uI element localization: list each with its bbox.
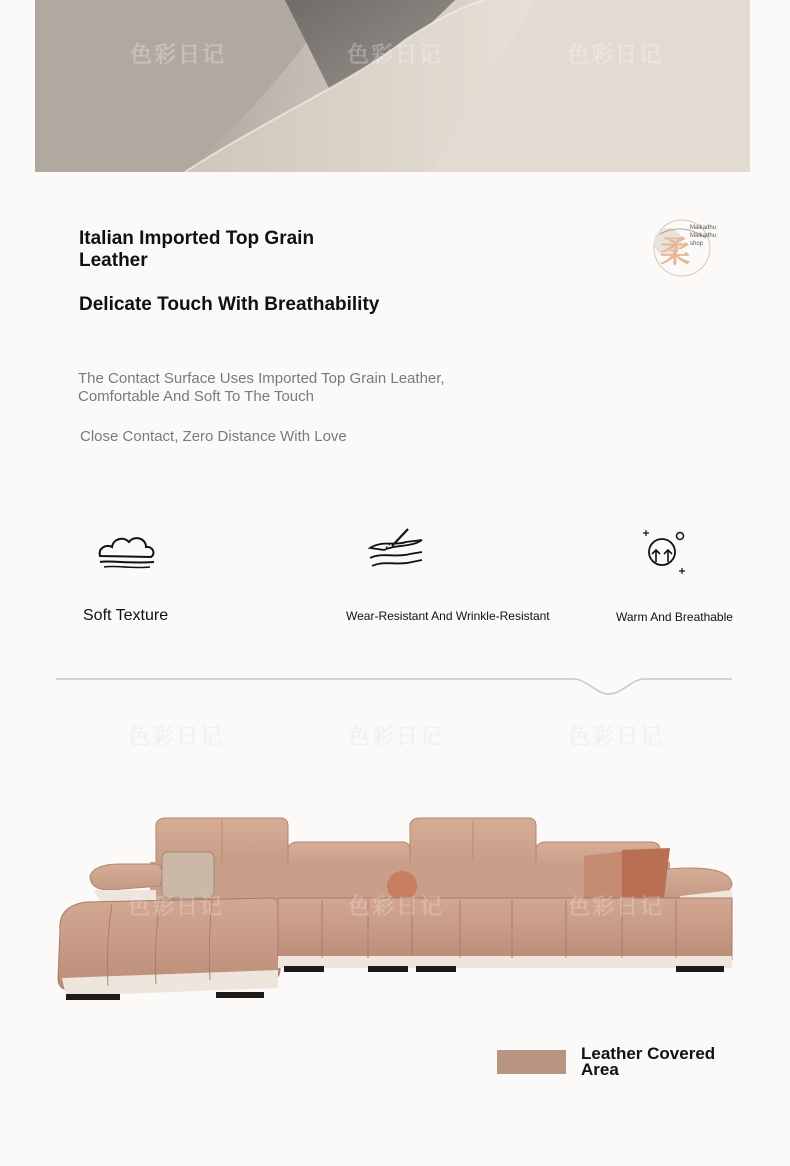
section-divider: [56, 668, 732, 698]
seal-glyph: 柔: [660, 235, 690, 270]
photo-watermark: 色彩日记: [347, 43, 444, 68]
photo-watermark: 色彩日记: [130, 43, 227, 68]
sofa-watermark: 色彩日记: [128, 895, 225, 920]
cloud-icon: [96, 532, 158, 575]
leather-fold-illustration: [35, 0, 750, 172]
heading-subtitle: Delicate Touch With Breathability: [79, 294, 380, 315]
sofa-watermark: 色彩日记: [348, 895, 445, 920]
description-tagline: Close Contact, Zero Distance With Love: [80, 428, 347, 445]
background-watermark: [348, 720, 444, 751]
feature-label-wear-resistant: Wear-Resistant And Wrinkle-Resistant: [346, 609, 550, 623]
breathable-icon: [640, 528, 690, 581]
layers-needle-icon: [366, 526, 426, 577]
sofa-watermark: 色彩日记: [568, 895, 665, 920]
leather-legend-label: Leather Covered Area: [581, 1044, 716, 1079]
brand-seal: [646, 212, 718, 284]
leather-legend-swatch: [497, 1050, 566, 1074]
feature-label-soft-texture: Soft Texture: [83, 607, 169, 624]
photo-watermark: 色彩日记: [567, 43, 664, 68]
background-watermark: [128, 720, 224, 751]
background-watermark: [568, 720, 664, 751]
description-paragraph: The Contact Surface Uses Imported Top Grain Leather, Comfortable And Soft To The Touch: [78, 370, 445, 405]
leather-photo: [35, 0, 750, 172]
seal-text: Maikadhu Maikadhu shop: [690, 225, 717, 247]
feature-label-breathable: Warm And Breathable: [616, 610, 733, 624]
heading-title: Italian Imported Top Grain Leather: [79, 228, 315, 271]
